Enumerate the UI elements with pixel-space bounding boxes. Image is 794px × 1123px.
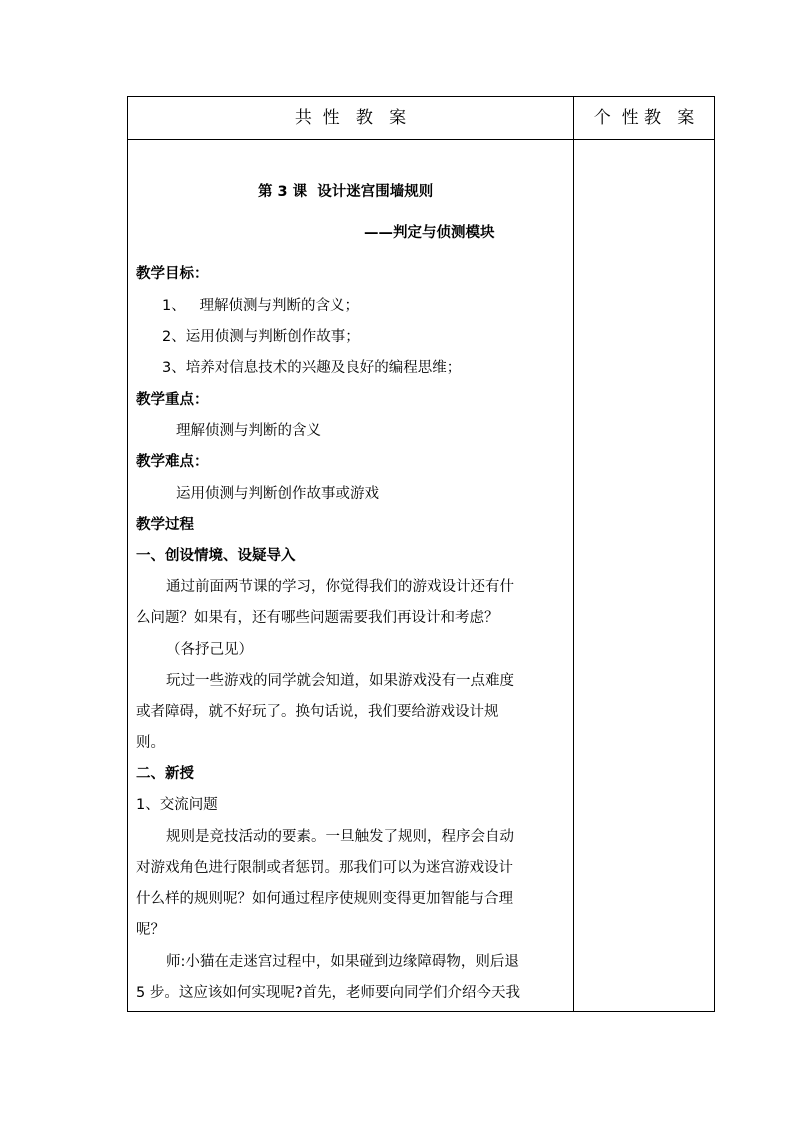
objective-item: 1、 理解侦测与判断的含义； — [162, 298, 360, 314]
paragraph-line: 规则是竞技活动的要素。一旦触发了规则，程序会自动 — [166, 829, 514, 845]
sub1-heading: 1、交流问题 — [136, 797, 218, 813]
difficulty-text: 运用侦测与判断创作故事或游戏 — [176, 486, 379, 502]
paragraph-line: 玩过一些游戏的同学就会知道，如果游戏没有一点难度 — [166, 673, 514, 689]
section2-heading: 二、新授 — [136, 766, 194, 782]
paragraph-line: 则。 — [136, 735, 165, 751]
objective-item: 2、运用侦测与判断创作故事； — [162, 329, 360, 345]
paragraph-line: 呢？ — [136, 922, 165, 938]
paragraph-line: （各抒己见） — [166, 642, 253, 658]
paragraph-line: 什么样的规则呢？如何通过程序使规则变得更加智能与合理 — [136, 891, 513, 907]
lesson-subtitle: ——判定与侦测模块 — [364, 225, 495, 241]
lesson-title: 第 3 课 设计迷宫围墙规则 — [258, 184, 434, 200]
key-point-heading: 教学重点： — [136, 392, 209, 408]
paragraph-line: 5 步。这应该如何实现呢?首先，老师要向同学们介绍今天我 — [136, 985, 521, 1001]
paragraph-line: 对游戏角色进行限制或者惩罚。那我们可以为迷宫游戏设计 — [136, 860, 513, 876]
difficulty-heading: 教学难点： — [136, 454, 209, 470]
header-common-plan: 共 性 教 案 — [294, 108, 407, 128]
paragraph-line: 师:小猫在走迷宫过程中，如果碰到边缘障碍物，则后退 — [166, 954, 519, 970]
header-personal-plan: 个 性 教 案 — [593, 108, 695, 128]
process-heading: 教学过程 — [136, 517, 194, 533]
lesson-plan-table — [127, 96, 715, 1012]
key-point-text: 理解侦测与判断的含义 — [176, 423, 321, 439]
objectives-heading: 教学目标： — [136, 266, 209, 282]
section1-heading: 一、创设情境、设疑导入 — [136, 548, 296, 564]
objective-item: 3、培养对信息技术的兴趣及良好的编程思维； — [162, 360, 462, 376]
table-header-row — [128, 97, 714, 140]
personal-plan-column — [574, 140, 714, 1011]
paragraph-line: 通过前面两节课的学习，你觉得我们的游戏设计还有什 — [166, 579, 514, 595]
paragraph-line: 或者障碍，就不好玩了。换句话说，我们要给游戏设计规 — [136, 704, 499, 720]
paragraph-line: 么问题？如果有，还有哪些问题需要我们再设计和考虑？ — [136, 610, 499, 626]
